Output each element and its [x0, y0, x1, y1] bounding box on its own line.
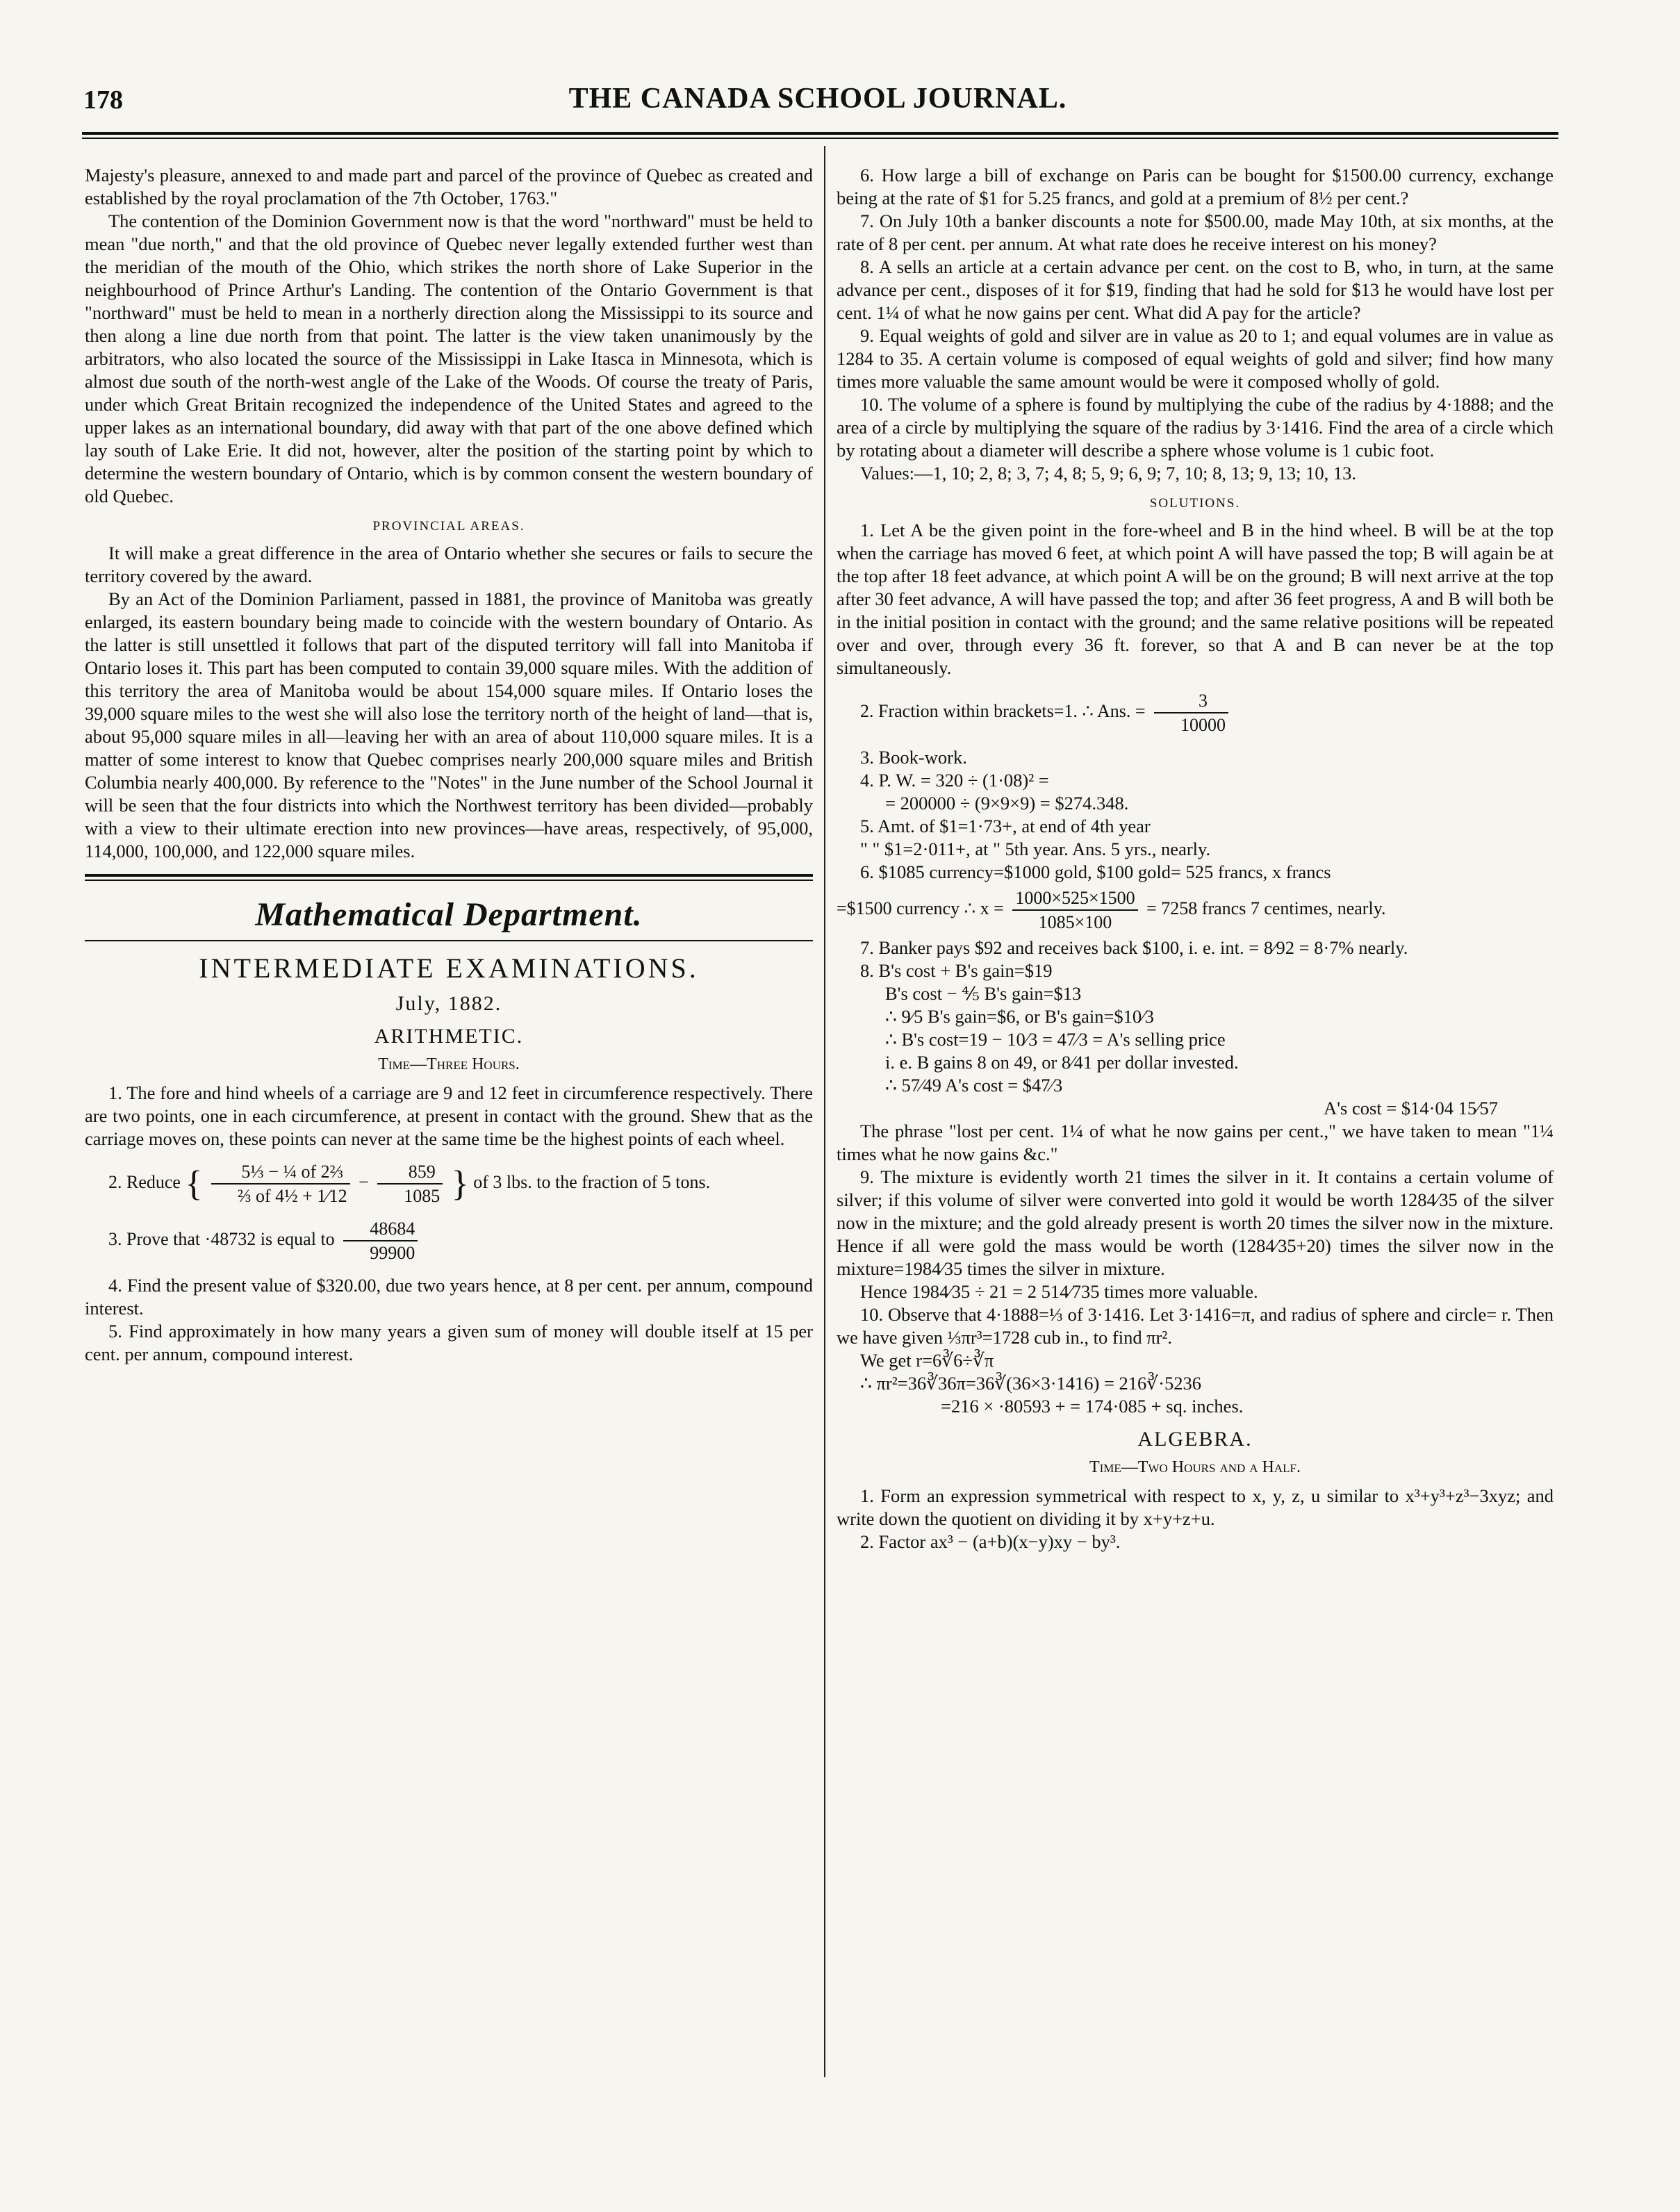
numerator: 859: [377, 1160, 443, 1185]
solution: = 200000 ÷ (9×9×9) = $274.348.: [885, 793, 1129, 814]
subject-heading: ALGEBRA.: [1137, 1428, 1253, 1451]
fraction: [377, 1160, 443, 1207]
rule: [85, 940, 813, 941]
solution: 10. Observe that 4·1888=⅓ of 3·1416. Let 3·1416=π, and radius of sphere and circle= r. Then we have given ⅓πr³=1728 cub in., to find πr².: [837, 1304, 1554, 1348]
solution: 6. $1085 currency=$1000 gold, $100 gold= 525 francs, x francs: [860, 861, 1331, 882]
question: 5. Find approximately in how many years a given sum of money will double itself at 15 per cent. per annum, compound interest.: [85, 1321, 813, 1364]
paragraph: It will make a great difference in the area of Ontario whether she secures or fails to secure the territory covered by the award.: [85, 543, 813, 586]
section-heading: PROVINCIAL AREAS.: [372, 519, 525, 534]
time-allowed: Time—Three Hours.: [378, 1055, 520, 1073]
solution: 4. P. W. = 320 ÷ (1·08)² =: [860, 770, 1049, 791]
solution: ∴ B's cost=19 − 10⁄3 = 47⁄3 = A's selling price: [885, 1029, 1226, 1050]
denominator: 1085×100: [1038, 912, 1112, 932]
question: 1. Form an expression symmetrical with respect to x, y, z, u similar to x³+y³+z³−3xyz; and write down the quotient on dividing it by x+y+z+u.: [837, 1485, 1554, 1529]
fraction: [211, 1160, 350, 1207]
header-rule: [82, 132, 1558, 135]
solution: 7. Banker pays $92 and receives back $100, i. e. int. = 8⁄92 = 8·7% nearly.: [860, 937, 1408, 958]
paragraph: By an Act of the Dominion Parliament, passed in 1881, the province of Manitoba was greatly enlarged, its eastern boundary being made to coincide with the western boundary of Ontario. As the latter is still unsettled it follows that part of the disputed territory will fall into Manitoba if Ontario loses it. This part has been computed to contain 39,000 square miles. With the addition of this territory the area of Manitoba would be about 154,000 square miles. If Ontario loses the 39,000 square miles to the west she will also lose the territory north of the height of land—that is, about 95,000 square miles in all—leaving her with an area of about 110,000 square miles. It is a matter of some interest to know that Quebec comprises nearly 200,000 square miles and British Columbia nearly 400,000. By reference to the "Notes" in the June number of the School Journal it will be seen that the four districts into which the Northwest territory has been divided—probably with a view to their ultimate erection into new provinces—have areas, respectively, of 95,000, 114,000, 100,000, and 122,000 square miles.: [85, 588, 813, 861]
solution: 5. Amt. of $1=1·73+, at end of 4th year: [860, 816, 1151, 836]
subject-heading: ARITHMETIC.: [374, 1025, 524, 1048]
fraction: [1012, 886, 1137, 934]
header-rule-thin: [82, 138, 1558, 139]
journal-title: THE CANADA SCHOOL JOURNAL.: [568, 83, 1067, 115]
question: 2. Reduce { $\frac{\text{5⅓ − ¼ of 2⅔}}{\text{⅔ of 4½ + 1⁄12}}$ − $\frac{859}{1085}$ } of 3 lbs. to the fraction of 5 tons.: [108, 1162, 711, 1206]
question: 10. The volume of a sphere is found by multiplying the cube of the radius by 4·1888; and the area of a circle by multiplying the square of the radius by 3·1416. Find the area of a circle which by rotating about a diameter will describe a sphere whose volume is 1 cubic foot.: [837, 394, 1554, 461]
question: 7. On July 10th a banker discounts a note for $500.00, made May 10th, at six months, at the rate of 8 per cent. per annum. At what rate does he receive interest on his money?: [837, 211, 1554, 254]
time-allowed: Time—Two Hours and a Half.: [1089, 1458, 1301, 1476]
values-line: Values:—1, 10; 2, 8; 3, 7; 4, 8; 5, 9; 6, 9; 7, 10; 8, 13; 9, 13; 10, 13.: [860, 463, 1357, 484]
solution: =216 × ·80593 + = 174·085 + sq. inches.: [941, 1396, 1244, 1417]
solution: 9. The mixture is evidently worth 21 times the silver in it. It contains a certain volume of silver; if this volume of silver were converted into gold it would be worth 1284⁄35 of the silver now in the mixture; and the gold already present is worth 20 times the silver now in the mixture. Hence if all were gold the mass would be worth (1284⁄35+20) times the silver now in the mixture=1984⁄35 times the silver in mixture.: [837, 1166, 1554, 1279]
question: 6. How large a bill of exchange on Paris can be bought for $1500.00 currency, exchange being at the rate of $1 for 5.25 francs, and gold at a premium of 8½ per cent.?: [837, 165, 1554, 208]
numerator: 5⅓ − ¼ of 2⅔: [211, 1160, 350, 1185]
fraction: [1154, 689, 1228, 736]
question-text: 2. Reduce: [108, 1171, 181, 1192]
question: 9. Equal weights of gold and silver are in value as 20 to 1; and equal volumes are in value as 1284 to 35. A certain volume is composed of equal weights of gold and silver; find how many times more valuable the same amount would be were it composed wholly of gold.: [837, 325, 1554, 392]
page-header: [78, 78, 1558, 122]
question: 1. The fore and hind wheels of a carriage are 9 and 12 feet in circumference respectively. There are two points, one in each circumference, at present in contact with the ground. Shew that as the carriage moves on, these points can never at the same time be the highest points of each wheel.: [85, 1082, 813, 1149]
solution: i. e. B gains 8 on 49, or 8⁄41 per dollar invested.: [885, 1052, 1239, 1073]
solution-text: = 7258 francs 7 centimes, nearly.: [1146, 898, 1386, 918]
exam-date: July, 1882.: [395, 992, 502, 1015]
column-divider: [824, 146, 825, 2077]
denominator: 99900: [370, 1243, 415, 1263]
question: 4. Find the present value of $320.00, due two years hence, at 8 per cent. per annum, compound interest.: [85, 1275, 813, 1319]
solution: " " $1=2·011+, at " 5th year. Ans. 5 yrs., nearly.: [860, 839, 1211, 859]
exam-heading: INTERMEDIATE EXAMINATIONS.: [199, 952, 699, 984]
solution: ∴ 9⁄5 B's gain=$6, or B's gain=$10⁄3: [885, 1006, 1154, 1027]
question-text: of 3 lbs. to the fraction of 5 tons.: [473, 1171, 711, 1192]
solution: A's cost = $14·04 15⁄57: [1324, 1098, 1498, 1119]
page-number: 178: [83, 85, 123, 115]
solution: [837, 886, 1554, 934]
solution: Hence 1984⁄35 ÷ 21 = 2 514⁄735 times more valuable.: [860, 1281, 1258, 1302]
solution: [837, 689, 1554, 736]
solution: B's cost − ⅘ B's gain=$13: [885, 983, 1082, 1004]
solution: 3. Book-work.: [860, 747, 967, 768]
paragraph: The contention of the Dominion Government now is that the word "northward" must be held to mean "due north," and that the old province of Quebec never legally extended further west than the meridian of the mouth of the Ohio, which strikes the north shore of Lake Superior in the neighbourhood of Prince Arthur's Landing. The contention of the Ontario Government is that "northward" must be held to mean in a northerly direction along the Mississippi to its source and then along a line due north from that point. The latter is the view taken unanimously by the arbitrators, who also located the source of the Mississippi in Lake Itasca in Minnesota, which is almost due south of the north-west angle of the Lake of the Woods. Of course the treaty of Paris, under which Great Britain recognized the independence of the United States and agreed to the upper lakes as an international boundary, did away with that part of the one above defined which lay south of Lake Erie. It did not, however, alter the position of the starting point by which to determine the western boundary of Ontario, which is by common consent the western boundary of old Quebec.: [85, 211, 813, 506]
right-column: [837, 164, 1554, 1553]
numerator: 1000×525×1500: [1012, 886, 1137, 911]
fraction: [343, 1217, 418, 1264]
solution-text: =$1500 currency ∴ x =: [837, 898, 1004, 918]
left-column: [85, 164, 813, 1366]
question: 2. Factor ax³ − (a+b)(x−y)xy − by³.: [860, 1531, 1121, 1552]
solution: 1. Let A be the given point in the fore-wheel and B in the hind wheel. B will be at the top when the carriage has moved 6 feet, at which point A will have passed the top; B will again be at the top after 18 feet advance, at which point A will be on the ground; B will next arrive at the top after 30 feet advance, A will have passed the top; and after 36 feet progress, A and B will both be in the initial position in contact with the ground; and the same relative positions will be repeated over and over, through every 36 ft. forever, so that A and B can never be at the top simultaneously.: [837, 520, 1554, 678]
numerator: 3: [1154, 689, 1228, 713]
department-heading: Mathematical Department.: [255, 896, 643, 933]
denominator: 1085: [404, 1186, 440, 1206]
solution: The phrase "lost per cent. 1¼ of what he now gains per cent.," we have taken to mean "1¼ times what he now gains &c.": [837, 1121, 1554, 1164]
question-text: 3. Prove that ·48732 is equal to: [108, 1228, 335, 1249]
question: [85, 1217, 813, 1264]
solution: We get r=6∛6÷∛π: [860, 1350, 994, 1371]
section-heading: SOLUTIONS.: [1149, 496, 1241, 511]
question: 8. A sells an article at a certain advance per cent. on the cost to B, who, in turn, at the same advance per cent., disposes of it for $19, finding that had he sold for $13 he would have lost per cent. 1¼ of what he now gains per cent. What did A pay for the article?: [837, 256, 1554, 323]
solution-text: 2. Fraction within brackets=1. ∴ Ans. =: [860, 700, 1146, 721]
numerator: 48684: [343, 1217, 418, 1241]
denominator: ⅔ of 4½ + 1⁄12: [237, 1186, 347, 1206]
denominator: 10000: [1180, 715, 1226, 735]
solution: ∴ 57⁄49 A's cost = $47⁄3: [885, 1075, 1063, 1096]
solution: ∴ πr²=36∛36π=36∛(36×3·1416) = 216∛·5236: [860, 1373, 1202, 1394]
solution: 8. B's cost + B's gain=$19: [860, 960, 1053, 981]
section-rule: [85, 874, 813, 881]
paragraph: Majesty's pleasure, annexed to and made part and parcel of the province of Quebec as created and established by the royal proclamation of the 7th October, 1763.": [85, 165, 813, 208]
